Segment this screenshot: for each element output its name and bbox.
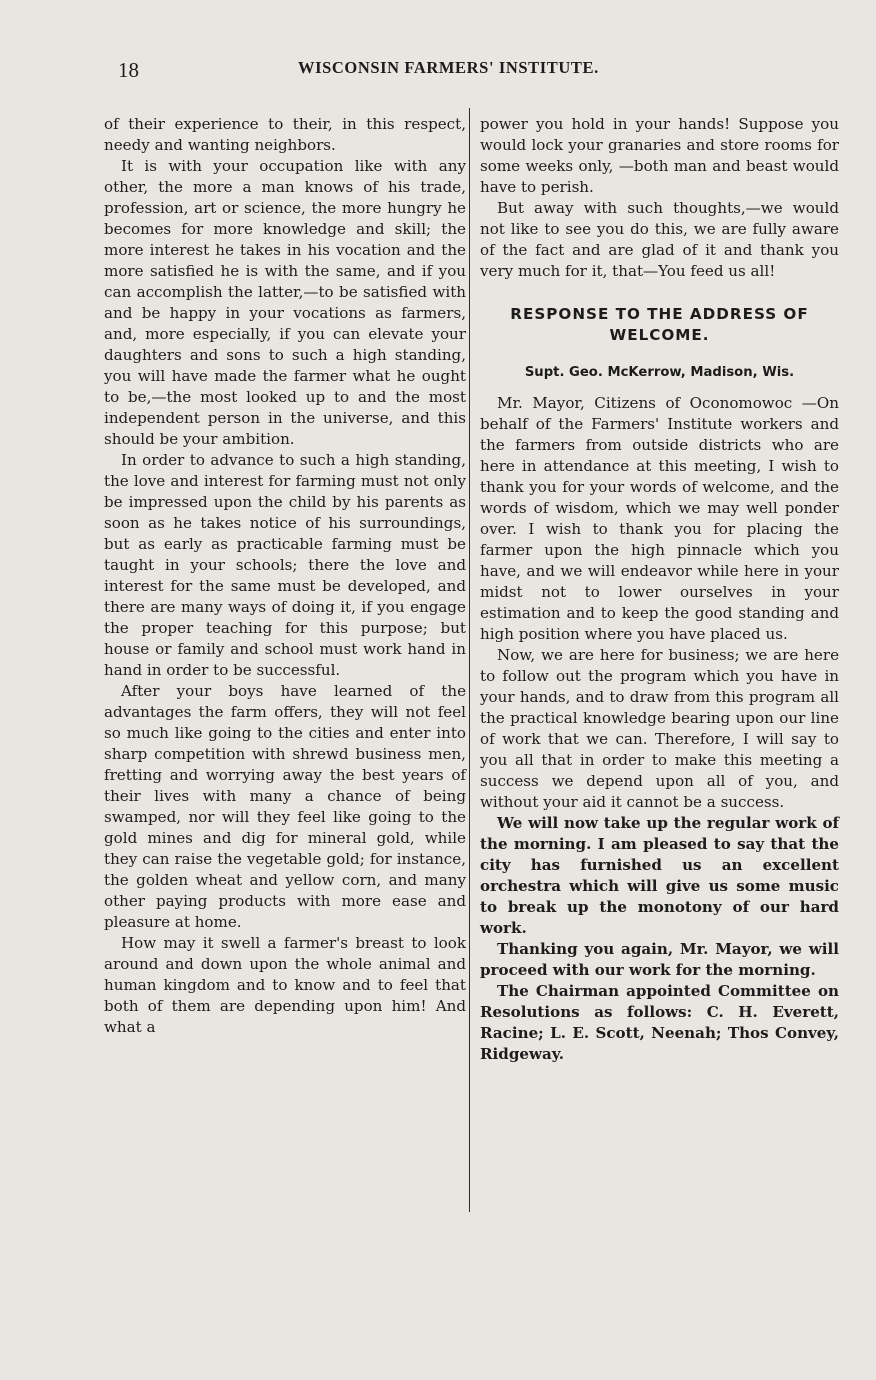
right-column <box>480 114 839 1065</box>
paragraph: The Chairman appointed Committee on Resolutions as follows: C. H. Everett, Racine; L. E. Scott, Neenah; Thos Convey, Ridgeway. <box>480 982 839 1063</box>
paragraph: But away with such thoughts,—we would not like to see you do this, we are fully aware of the fact and are glad of it and thank you very much for it, that—You feed us all! <box>480 199 839 280</box>
paragraph: We will now take up the regular work of the morning. I am pleased to say that the city has furnished us an excellent orchestra which will give us some music to break up the monotony of our hard work. <box>480 814 839 937</box>
running-title: WISCONSIN FARMERS' INSTITUTE. <box>298 58 599 77</box>
paragraph: Mr. Mayor, Citizens of Oconomowoc —On behalf of the Farmers' Institute workers and the farmers from outside districts who are here in attendance at this meeting, I wish to thank you for your words of welcome, and the words of wisdom, which we may well ponder over. I wish to thank you for placing the farmer upon the high pinnacle which you have, and we will endeavor while here in your midst not to lower ourselves in your estimation and to keep the good standing and high position where you have placed us. <box>480 394 839 643</box>
paragraph: Now, we are here for business; we are here to follow out the program which you have in your hands, and to draw from this program all the practical knowledge bearing upon our line of work that we can. Therefore, I will say to you all that in order to make this meeting a success we depend upon all of you, and without your aid it cannot be a success. <box>480 646 839 811</box>
section-title: RESPONSE TO THE ADDRESS OF WELCOME. <box>510 305 809 344</box>
column-divider <box>469 108 470 1212</box>
page-header <box>118 58 678 88</box>
byline: Supt. Geo. McKerrow, Madison, Wis. <box>524 365 795 380</box>
paragraph: It is with your occupation like with any other, the more a man knows of his trade, profession, art or science, the more hungry he becomes for more knowledge and skill; the more interest he takes in his vocation and the more satisfied he is with the same, and if you can accomplish the latter,—to be satisfied with and be happy in your vocations as farmers, and, more especially, if you can elevate your daughters and sons to such a high standing, you will have made the farmer what he ought to be,—the most looked up to and the most independent person in the universe, and this should be your ambition. <box>104 157 466 448</box>
paragraph: How may it swell a farmer's breast to look around and down upon the whole animal and human kingdom and to know and to feel that both of them are depending upon him! And what a <box>104 934 466 1036</box>
left-column <box>104 114 466 1038</box>
paragraph: In order to advance to such a high standing, the love and interest for farming must not only be impressed upon the child by his parents as soon as he takes notice of his surroundings, but as early as practicable farming must be taught in your schools; there the love and interest for the same must be developed, and there are many ways of doing it, if you engage the proper teaching for this purpose; but house or family and school must work hand in hand in order to be successful. <box>104 451 466 679</box>
paragraph: After your boys have learned of the advantages the farm offers, they will not feel so much like going to the cities and enter into sharp competition with shrewd business men, fretting and worrying away the best years of their lives with many a chance of being swamped, nor will they feel like going to the gold mines and dig for mineral gold, while they can raise the vegetable gold; for instance, the golden wheat and yellow corn, and many other paying products with more ease and pleasure at home. <box>104 682 466 931</box>
paragraph: of their experience to their, in this respect, needy and wanting neighbors. <box>104 115 466 154</box>
paragraph: power you hold in your hands! Suppose you would lock your granaries and store rooms for some weeks only, —both man and beast would have to perish. <box>480 115 839 196</box>
paragraph: Thanking you again, Mr. Mayor, we will proceed with our work for the morning. <box>480 940 839 979</box>
page-number: 18 <box>118 58 139 82</box>
